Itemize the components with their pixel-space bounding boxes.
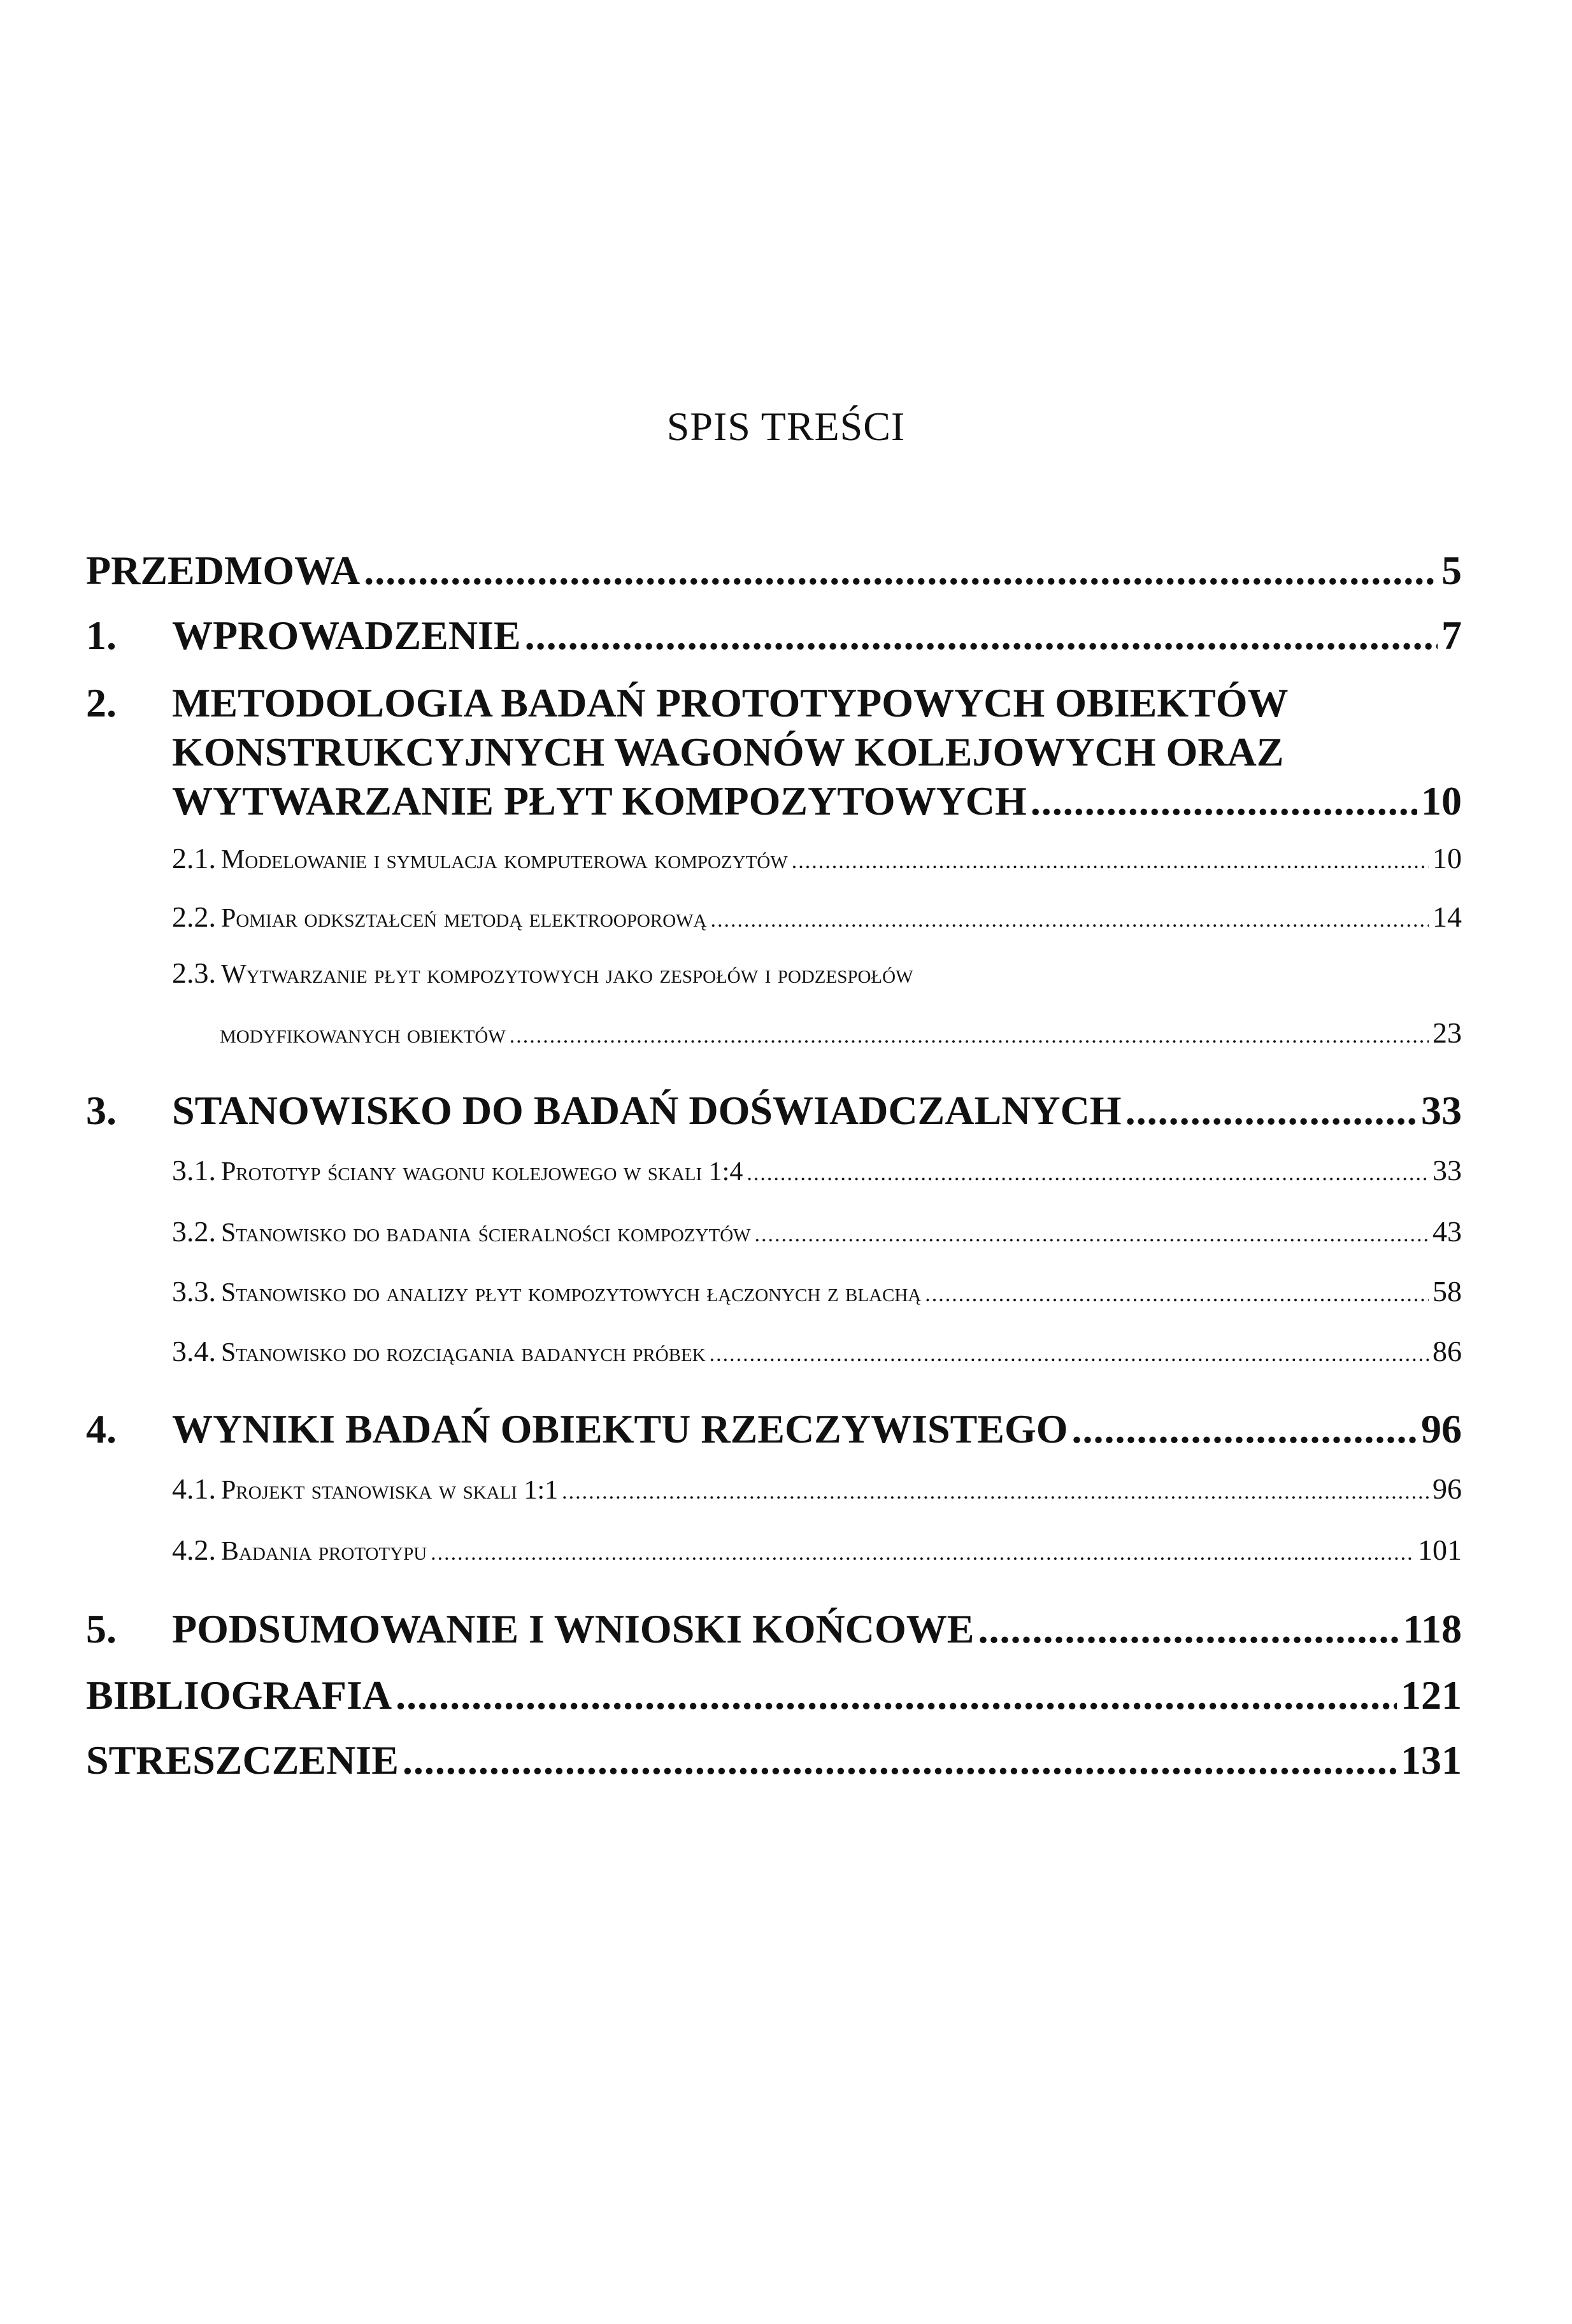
toc-entry-page: 5 — [1441, 548, 1462, 593]
toc-entry-page: 7 — [1441, 613, 1462, 658]
toc-entry-chapter-2[interactable] — [172, 777, 1462, 825]
dot-leader — [747, 1156, 1429, 1192]
toc-entry-label: PRZEDMOWA — [86, 548, 361, 593]
toc-entry-section-3-4[interactable] — [172, 1334, 1462, 1372]
toc-entry-number: 4.2. — [172, 1534, 216, 1566]
toc-entry-chapter-1[interactable] — [86, 611, 1462, 660]
toc-entry-label: WYTWARZANIE PŁYT KOMPOZYTOWYCH — [172, 778, 1027, 823]
toc-entry-number: 4. — [86, 1406, 117, 1451]
toc-entry-label: Pomiar odkształceń metodą elektrooporową — [221, 904, 707, 933]
dot-leader — [525, 611, 1438, 660]
dot-leader — [396, 1671, 1397, 1720]
toc-entry-label: BIBLIOGRAFIA — [86, 1672, 392, 1718]
toc-entry-page: 86 — [1433, 1335, 1462, 1367]
toc-entry-page: 23 — [1433, 1016, 1462, 1049]
toc-entry-label: Wytwarzanie płyt kompozytowych jako zespołów i podzespołów — [221, 960, 913, 989]
toc-entry-number: 2.3. — [172, 957, 216, 989]
toc-entry-page: 33 — [1433, 1154, 1462, 1187]
toc-entry-label: Badania prototypu — [221, 1537, 427, 1566]
dot-leader — [364, 546, 1438, 595]
toc-entry-number: 3. — [86, 1088, 117, 1133]
toc-entry-number: 3.1. — [172, 1154, 216, 1187]
toc-entry-chapter-3[interactable] — [86, 1087, 1462, 1135]
toc-entry-page: 10 — [1433, 842, 1462, 874]
toc-entry-section-2-3-line1[interactable] — [172, 955, 913, 992]
toc-entry-number: 2.1. — [172, 842, 216, 874]
dot-leader — [925, 1277, 1429, 1313]
dot-leader — [755, 1217, 1429, 1253]
dot-leader — [510, 1018, 1429, 1054]
toc-entry-label: WYNIKI BADAŃ OBIEKTU RZECZYWISTEGO — [172, 1406, 1068, 1451]
toc-entry-label: Stanowisko do analizy płyt kompozytowych łączonych z blachą — [221, 1278, 922, 1308]
toc-entry-page: 101 — [1418, 1534, 1462, 1566]
toc-entry-page: 118 — [1403, 1606, 1462, 1651]
toc-entry-label: modyfikowanych obiektów — [220, 1020, 506, 1049]
toc-entry-label: PODSUMOWANIE I WNIOSKI KOŃCOWE — [172, 1606, 975, 1651]
toc-entry-number: 3.2. — [172, 1215, 216, 1248]
page-title: SPIS TREŚCI — [666, 404, 906, 449]
toc-entry-label: STANOWISKO DO BADAŃ DOŚWIADCZALNYCH — [172, 1088, 1122, 1133]
toc-entry-number: 3.4. — [172, 1335, 216, 1367]
dot-leader — [1072, 1405, 1418, 1453]
toc-entry-page: 33 — [1421, 1088, 1462, 1133]
dot-leader — [1125, 1087, 1417, 1135]
toc-entry-section-2-3[interactable] — [220, 1015, 1462, 1054]
dot-leader — [403, 1736, 1397, 1785]
toc-entry-section-4-2[interactable] — [172, 1532, 1462, 1571]
toc-entry-section-3-3[interactable] — [172, 1274, 1462, 1313]
toc-entry-section-3-2[interactable] — [172, 1214, 1462, 1253]
toc-entry-page: 96 — [1421, 1406, 1462, 1451]
toc-entry-number: 5. — [86, 1606, 117, 1651]
toc-entry-przedmowa[interactable] — [86, 546, 1462, 595]
toc-entry-label: STRESZCZENIE — [86, 1737, 399, 1783]
dot-leader — [978, 1605, 1399, 1653]
toc-entry-label: Projekt stanowiska w skali 1:1 — [221, 1476, 559, 1505]
toc-entry-number: 4.1. — [172, 1472, 216, 1505]
toc-entry-chapter-4[interactable] — [86, 1405, 1462, 1453]
toc-entry-streszczenie[interactable] — [86, 1736, 1462, 1785]
toc-entry-page: 131 — [1401, 1737, 1462, 1783]
toc-entry-section-3-1[interactable] — [172, 1153, 1462, 1192]
dot-leader — [792, 844, 1429, 880]
toc-entry-section-4-1[interactable] — [172, 1471, 1462, 1510]
toc-entry-section-2-2[interactable] — [172, 899, 1462, 938]
dot-leader — [710, 902, 1429, 938]
toc-entry-section-2-1[interactable] — [172, 841, 1462, 880]
toc-entry-number: 3.3. — [172, 1275, 216, 1308]
toc-entry-page: 10 — [1421, 778, 1462, 823]
toc-entry-number: 1. — [86, 613, 117, 658]
toc-entry-label: Prototyp ściany wagonu kolejowego w skali 1:4 — [221, 1157, 743, 1187]
toc-entry-bibliografia[interactable] — [86, 1671, 1462, 1720]
dot-leader — [710, 1337, 1429, 1372]
toc-entry-chapter-5[interactable] — [86, 1605, 1462, 1653]
toc-entry-number: 2.2. — [172, 901, 216, 933]
toc-entry-page: 58 — [1433, 1275, 1462, 1308]
toc-entry-chapter-2-line1[interactable]: METODOLOGIA BADAŃ PROTOTYPOWYCH OBIEKTÓW — [172, 680, 1289, 725]
toc-entry-page: 121 — [1401, 1672, 1462, 1718]
toc-entry-chapter-2-number: 2. — [86, 680, 117, 725]
toc-entry-chapter-2-line2[interactable]: KONSTRUKCYJNYCH WAGONÓW KOLEJOWYCH ORAZ — [172, 729, 1284, 774]
toc-entry-page: 43 — [1433, 1215, 1462, 1248]
toc-entry-page: 96 — [1433, 1472, 1462, 1505]
toc-entry-label: Modelowanie i symulacja komputerowa kompozytów — [221, 845, 788, 874]
dot-leader — [431, 1536, 1414, 1571]
toc-entry-page: 14 — [1433, 901, 1462, 933]
dot-leader — [562, 1474, 1429, 1510]
toc-entry-label: Stanowisko do rozciągania badanych próbek — [221, 1338, 706, 1367]
dot-leader — [1031, 777, 1417, 825]
toc-entry-label: WPROWADZENIE — [172, 613, 521, 658]
toc-entry-label: Stanowisko do badania ścieralności kompozytów — [221, 1218, 751, 1248]
